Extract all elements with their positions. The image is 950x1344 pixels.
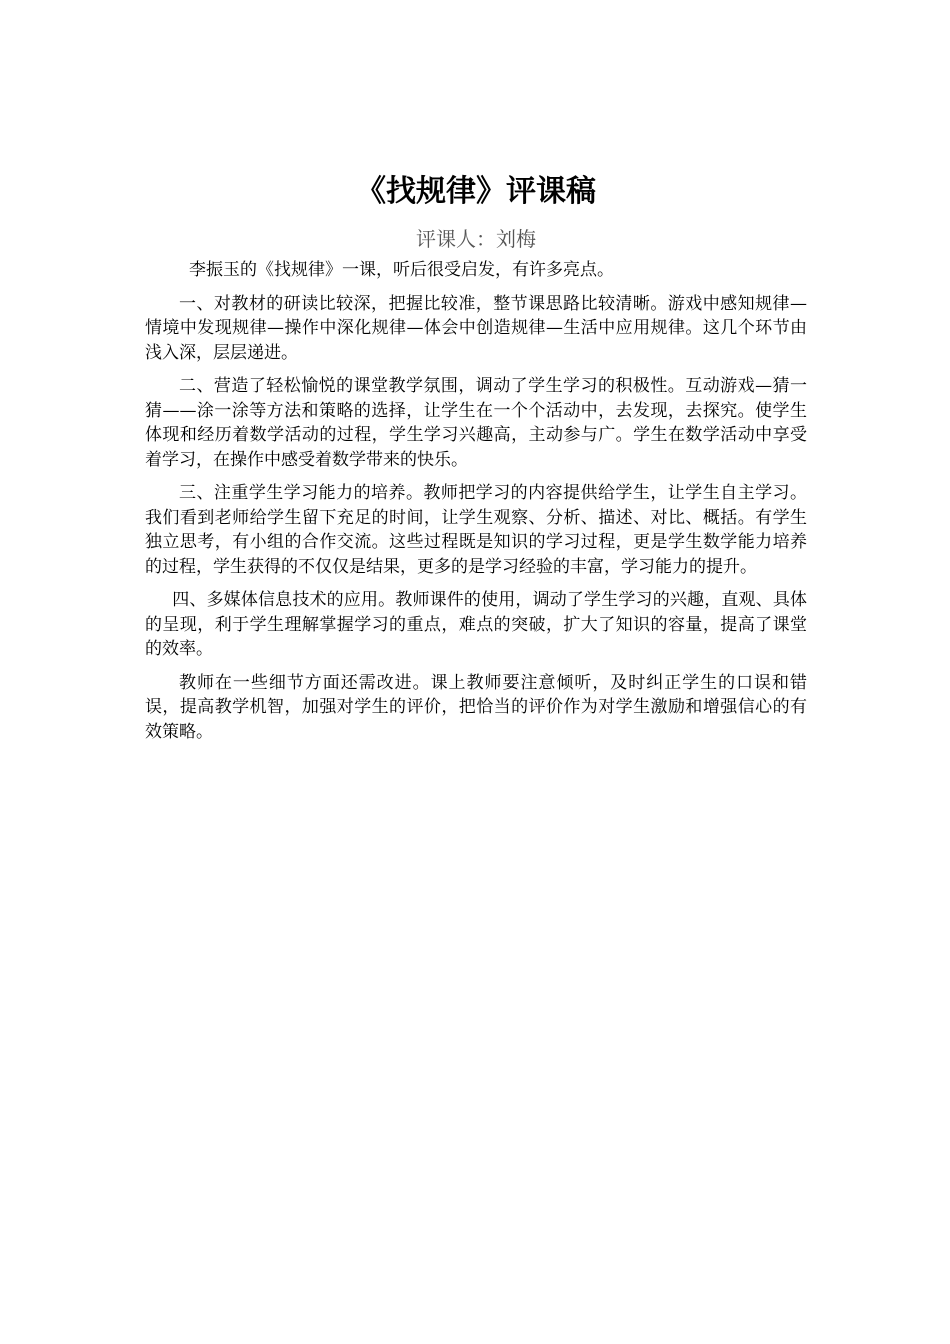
document-title: 《找规律》评课稿 [356, 174, 596, 209]
paragraph-point-2: 二、营造了轻松愉悦的课堂教学氛围，调动了学生学习的积极性。互动游戏—猜一猜——涂一涂等方法和策略的选择，让学生在一个个活动中，去发现，去探究。使学生体现和经历着数学活动的过程，学生学习兴趣高，主动参与广。学生在数学活动中享受着学习，在操作中感受着数学带来的快乐。 [145, 376, 807, 470]
paragraph-improvement: 教师在一些细节方面还需改进。课上教师要注意倾听，及时纠正学生的口误和错误，提高教学机智，加强对学生的评价，把恰当的评价作为对学生激励和增强信心的有效策略。 [145, 672, 807, 742]
paragraph-point-4: 四、多媒体信息技术的应用。教师课件的使用，调动了学生学习的兴趣，直观、具体的呈现，利于学生理解掌握学习的重点，难点的突破，扩大了知识的容量，提高了课堂的效率。 [145, 590, 807, 659]
reviewer-line: 评课人：刘梅 [416, 227, 536, 251]
paragraph-point-3: 三、注重学生学习能力的培养。教师把学习的内容提供给学生，让学生自主学习。我们看到老师给学生留下充足的时间，让学生观察、分析、描述、对比、概括。有学生独立思考，有小组的合作交流。这些过程既是知识的学习过程，更是学生数学能力培养的过程，学生获得的不仅仅是结果，更多的是学习经验的丰富，学习能力的提升。 [145, 483, 807, 577]
document-body [145, 170, 807, 753]
paragraph-intro: 李振玉的《找规律》一课，听后很受启发，有许多亮点。 [189, 260, 614, 280]
paragraph-point-1: 一、对教材的研读比较深，把握比较准，整节课思路比较清晰。游戏中感知规律—情境中发现规律—操作中深化规律—体会中创造规律—生活中应用规律。这几个环节由浅入深，层层递进。 [145, 293, 807, 363]
